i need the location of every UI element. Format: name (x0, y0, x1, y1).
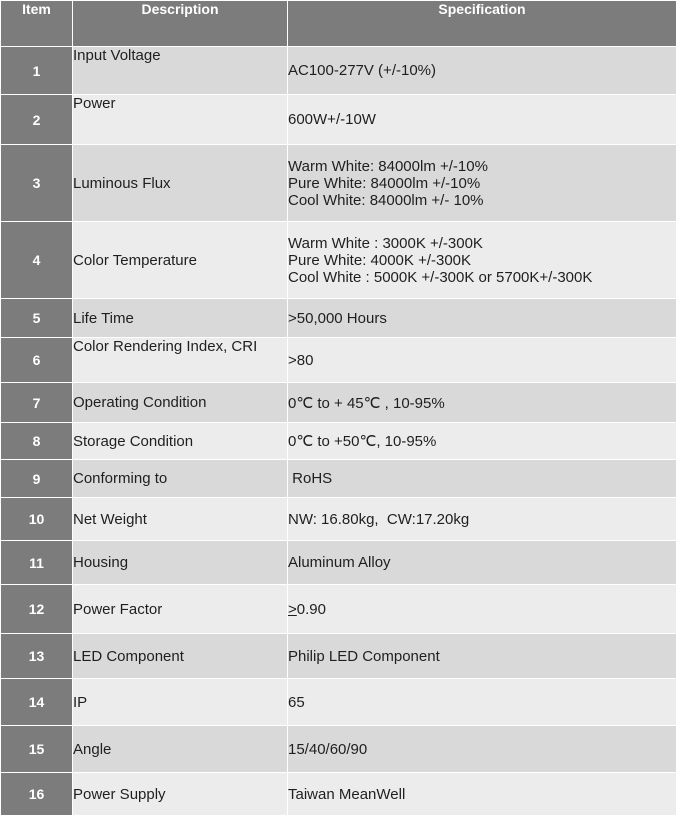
description-cell: LED Component (73, 634, 288, 679)
item-number: 14 (1, 679, 73, 726)
table-row (1, 95, 676, 145)
spec-cell: AC100-277V (+/-10%) (288, 47, 676, 95)
item-number: 13 (1, 634, 73, 679)
item-number: 2 (1, 95, 73, 145)
table-row (1, 541, 676, 585)
spec-cell: 65 (288, 679, 676, 726)
spec-cell: 0℃ to + 45℃ , 10-95% (288, 383, 676, 423)
spec-cell (288, 145, 676, 222)
spec-cell: NW: 16.80kg, CW:17.20kg (288, 498, 676, 541)
table-row (1, 299, 676, 338)
item-number: 11 (1, 541, 73, 585)
spec-cell: >80 (288, 338, 676, 383)
description-cell: Housing (73, 541, 288, 585)
description-cell: Power (73, 95, 288, 145)
item-number: 9 (1, 460, 73, 498)
table-row (1, 222, 676, 299)
table-row (1, 679, 676, 726)
spec-line: Pure White: 84000lm +/-10% (288, 175, 676, 192)
spec-cell (288, 585, 676, 634)
spec-cell: 15/40/60/90 (288, 726, 676, 773)
table-row (1, 47, 676, 95)
description-cell: Net Weight (73, 498, 288, 541)
spec-cell: Taiwan MeanWell (288, 773, 676, 816)
header-description: Description (73, 1, 288, 47)
item-number: 4 (1, 222, 73, 299)
item-number: 5 (1, 299, 73, 338)
description-cell: IP (73, 679, 288, 726)
spec-cell (288, 222, 676, 299)
spec-cell: >50,000 Hours (288, 299, 676, 338)
spec-line: Warm White : 3000K +/-300K (288, 235, 676, 252)
description-cell: Color Temperature (73, 222, 288, 299)
table-row (1, 726, 676, 773)
item-number: 15 (1, 726, 73, 773)
spec-cell: RoHS (288, 460, 676, 498)
table-row (1, 634, 676, 679)
item-number: 7 (1, 383, 73, 423)
description-cell: Operating Condition (73, 383, 288, 423)
description-cell: Conforming to (73, 460, 288, 498)
spec-value: 0.90 (297, 601, 326, 618)
description-cell: Color Rendering Index, CRI (73, 338, 288, 383)
item-number: 10 (1, 498, 73, 541)
description-cell: Storage Condition (73, 423, 288, 460)
item-number: 6 (1, 338, 73, 383)
item-number: 8 (1, 423, 73, 460)
description-cell: Luminous Flux (73, 145, 288, 222)
spec-prefix: > (288, 601, 297, 618)
table-row (1, 423, 676, 460)
description-cell: Power Factor (73, 585, 288, 634)
spec-cell: Philip LED Component (288, 634, 676, 679)
item-number: 1 (1, 47, 73, 95)
header-item: Item (1, 1, 73, 47)
spec-line: Cool White: 84000lm +/- 10% (288, 192, 676, 209)
description-cell: Input Voltage (73, 47, 288, 95)
table-row (1, 585, 676, 634)
table-row (1, 383, 676, 423)
spec-line: Cool White : 5000K +/-300K or 5700K+/-300K (288, 269, 676, 286)
table-header-row (1, 1, 676, 47)
table-row (1, 460, 676, 498)
table-row (1, 338, 676, 383)
table-row (1, 145, 676, 222)
header-specification: Specification (288, 1, 676, 47)
description-cell: Angle (73, 726, 288, 773)
item-number: 16 (1, 773, 73, 816)
spec-line: Warm White: 84000lm +/-10% (288, 158, 676, 175)
spec-line: Pure White: 4000K +/-300K (288, 252, 676, 269)
item-number: 3 (1, 145, 73, 222)
description-cell: Life Time (73, 299, 288, 338)
description-cell: Power Supply (73, 773, 288, 816)
spec-cell: Aluminum Alloy (288, 541, 676, 585)
spec-cell: 0℃ to +50℃, 10-95% (288, 423, 676, 460)
spec-cell: 600W+/-10W (288, 95, 676, 145)
table-row (1, 498, 676, 541)
item-number: 12 (1, 585, 73, 634)
table-row (1, 773, 676, 816)
